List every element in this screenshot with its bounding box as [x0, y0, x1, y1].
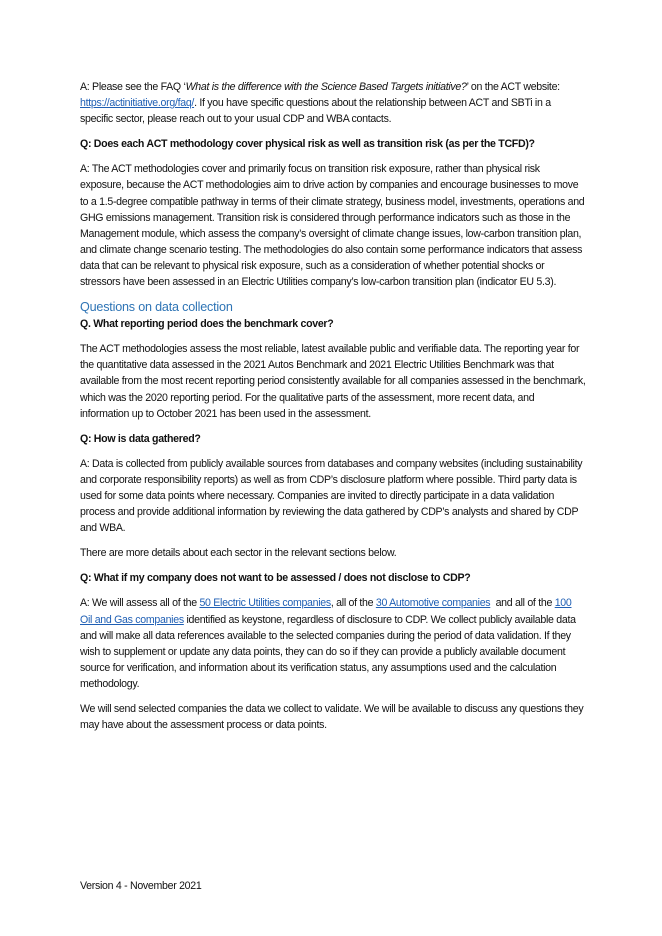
text: and all of the [490, 597, 555, 610]
text: identified as keystone, regardless of disclosure to CDP. We collect publicly available data and will make all data references available to the selected companies during the period of data validation. If they wish to supplement or update any data points, they can do so if they can provide a publicly available document source for verification, and information about its verification status, any assumptions used and the calculation methodology. [80, 613, 576, 690]
text: A: Please see the FAQ ‘ [80, 81, 186, 93]
electric-utilities-link[interactable]: 50 Electric Utilities companies [199, 597, 331, 610]
answer-reporting-period: The ACT methodologies assess the most reliable, latest available public and verifiable data. The reporting year for the quantitative data assessed in the 2021 Autos Benchmark and 2021 Electric Utilities Benchmark was that available from the most recent reporting period consistently available for all companies assessed in the benchmark, which was the 2020 reporting period. For the qualitative parts of the assessment, more recent data, and information up to October 2021 has been used in the assessment. [80, 343, 586, 420]
faq-link[interactable]: https://actinitiative.org/faq/ [80, 97, 195, 110]
question-data-gathered: Q: How is data gathered? [80, 432, 201, 445]
oil-gas-link[interactable]: 100 Oil and Gas companies [80, 597, 572, 626]
answer-not-assessed [80, 595, 586, 692]
answer-physical-risk: A: The ACT methodologies cover and primarily focus on transition risk exposure, rather than physical risk exposure, because the ACT methodologies aim to drive action by companies and encourage businesses to move to a 1.5-degree compatible pathway in terms of their climate strategy, business model, investments, operations and GHG emissions management. Transition risk is considered through performance indicators such as those in the Management module, which assess the company’s oversight of climate change issues, low-carbon transition plan, and climate change scenario testing. The methodologies do also contain some performance indicators that assess data that can be relevant to physical risk exposure, such as a consideration of whether potential shocks or stressors have been assessed in an Electric Utilities company’s low-carbon transition plan (indicator EU 5.3). [80, 163, 585, 289]
faq-title: What is the difference with the Science Based Targets initiative? [185, 81, 467, 93]
automotive-link[interactable]: 30 Automotive companies [375, 597, 491, 610]
text: , all of the [330, 597, 376, 610]
text: . If you have specific questions about the relationship between ACT and SBTi in a specific sector, please reach out to your usual CDP and WBA contacts. [80, 97, 551, 126]
document-body [80, 79, 586, 742]
text: A: We will assess all of the [80, 597, 200, 610]
answer-data-gathered: A: Data is collected from publicly available sources from databases and company websites (including sustainability and corporate responsibility reports) as well as from CDP’s disclosure platform where possible. Third party data is used for some data points where necessary. Companies are invited to directly participate in a data validation process and provide additional information by reviewing the data gathered by CDP’s analysts and shared by CDP and WBA. [80, 457, 583, 535]
page-footer: Version 4 - November 2021 [80, 880, 202, 892]
paragraph-validation: We will send selected companies the data we collect to validate. We will be available to discuss any questions they may have about the assessment process or data points. [80, 703, 584, 732]
question-physical-risk: Q: Does each ACT methodology cover physical risk as well as transition risk (as per the TCFD)? [80, 138, 535, 151]
question-not-assessed: Q: What if my company does not want to be assessed / does not disclose to CDP? [80, 572, 471, 585]
paragraph-sector-details: There are more details about each sector in the relevant sections below. [80, 547, 397, 560]
paragraph-sbti-answer [80, 79, 586, 127]
question-reporting-period: Q. What reporting period does the benchmark cover? [80, 318, 334, 331]
text: ’ on the ACT website: [466, 81, 560, 93]
section-heading: Questions on data collection [80, 300, 233, 315]
